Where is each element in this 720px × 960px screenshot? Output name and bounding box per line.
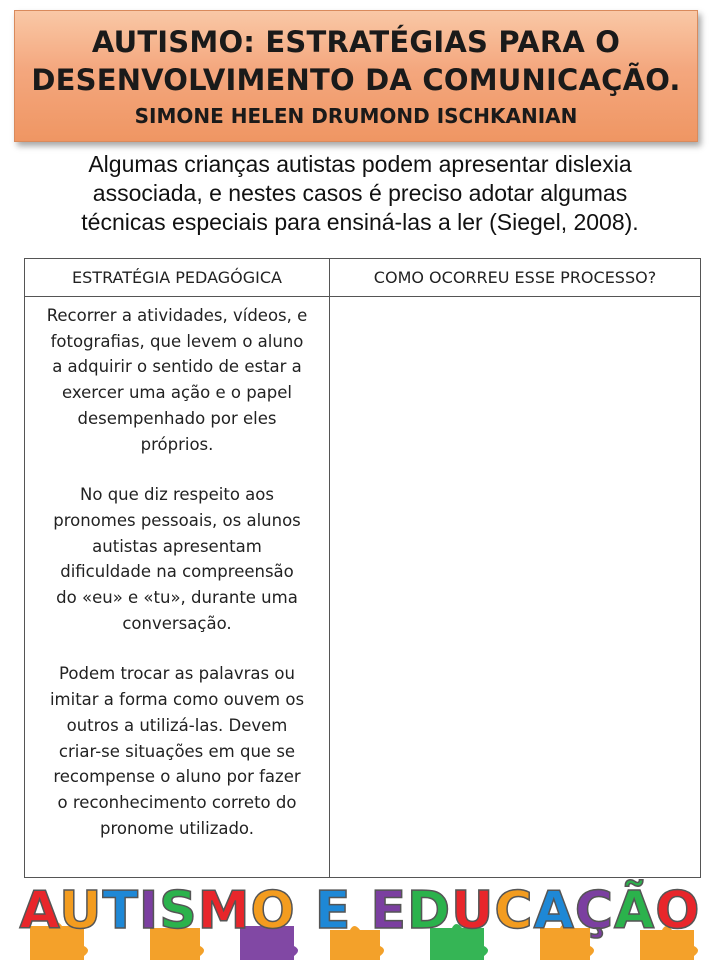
intro-line: Algumas crianças autistas podem apresentar dislexia (88, 151, 632, 177)
strategy-paragraph-2 (31, 482, 323, 636)
text-line: desempenhado por eles (77, 408, 277, 428)
column-header-process: COMO OCORREU ESSE PROCESSO? (330, 259, 700, 297)
intro-line: associada, e nestes casos é preciso adotar algumas (92, 180, 628, 206)
text-line: pronomes pessoais, os alunos (53, 510, 301, 530)
title-banner (14, 10, 698, 142)
text-line: No que diz respeito aos (80, 485, 274, 505)
strategy-table (24, 258, 701, 878)
intro-line: técnicas especiais para ensiná-las a ler (Siegel, 2008). (81, 209, 639, 235)
text-line: a adquirir o sentido de estar a (52, 357, 302, 377)
text-line: dificuldade na compreensão (60, 562, 294, 582)
text-line: fotografias, que levem o aluno (50, 331, 304, 351)
column-header-strategy: ESTRATÉGIA PEDAGÓGICA (25, 259, 330, 297)
strategy-cell (25, 297, 330, 877)
text-line: Podem trocar as palavras ou (59, 664, 295, 684)
text-line: exercer uma ação e o papel (62, 383, 292, 403)
text-line: Recorrer a atividades, vídeos, e (46, 306, 308, 325)
text-line: imitar a forma como ouvem os (49, 690, 305, 710)
strategy-paragraph-3 (31, 661, 323, 841)
title-line-2: DESENVOLVIMENTO DA COMUNICAÇÃO. (31, 63, 681, 97)
author-name: SIMONE HELEN DRUMOND ISCHKANIAN (134, 104, 578, 128)
autismo-educacao-logo (0, 878, 720, 960)
strategy-paragraph-1 (31, 303, 323, 457)
text-line: pronome utilizado. (100, 818, 254, 838)
intro-paragraph (20, 150, 700, 237)
text-line: criar-se situações em que se (58, 741, 296, 761)
text-line: próprios. (140, 434, 214, 454)
text-line: recompense o aluno por fazer (53, 767, 301, 787)
text-line: o reconhecimento correto do (57, 792, 297, 812)
logo-text: AUTISMO E EDUCAÇÃO (19, 881, 701, 941)
title-line-1: AUTISMO: ESTRATÉGIAS PARA O (91, 25, 621, 59)
process-cell-empty (330, 297, 700, 877)
text-line: autistas apresentam (92, 536, 262, 556)
text-line: outros a utilizá-las. Devem (66, 715, 288, 735)
text-line: do «eu» e «tu», durante uma (56, 588, 298, 608)
text-line: conversação. (122, 613, 232, 633)
